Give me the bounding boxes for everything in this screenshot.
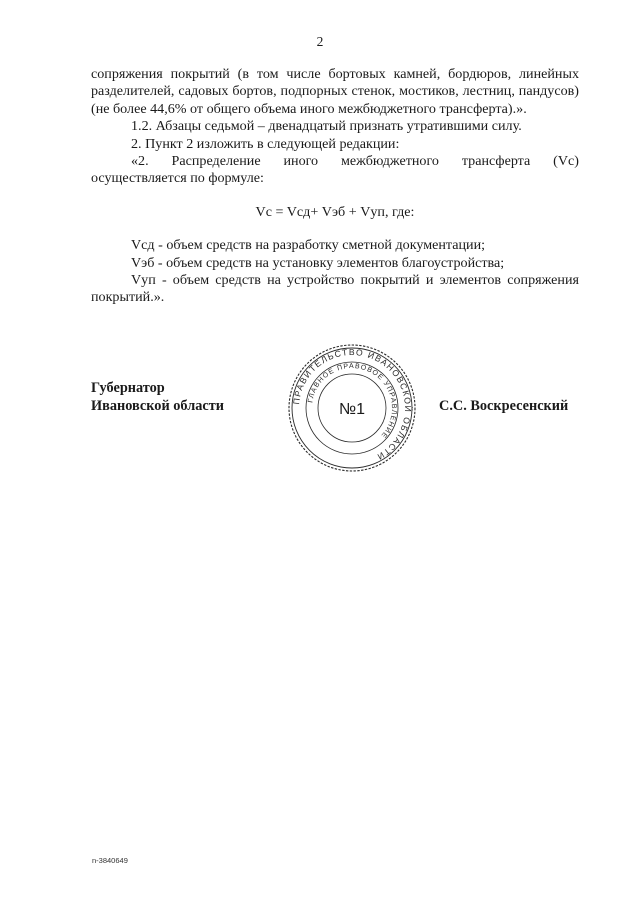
paragraph-item-1-2: 1.2. Абзацы седьмой – двенадцатый признать утратившими силу. bbox=[131, 118, 522, 135]
official-seal bbox=[285, 342, 419, 474]
definition-vup: Vуп - объем средств на устройство покрытий и элементов сопряжения покрытий.». bbox=[91, 272, 579, 306]
definition-veb: Vэб - объем средств на установку элементов благоустройства; bbox=[131, 254, 505, 271]
paragraph-continuation: сопряжения покрытий (в том числе бортовых камней, бордюров, линейных разделителей, садовых бортов, подпорных стенок, мостиков, лестниц, пандусов) (не более 44,6% от общего объема иного межбюджетного трансферта).». bbox=[91, 66, 579, 117]
document-code: n-3840649 bbox=[92, 856, 128, 865]
paragraph-item-2: 2. Пункт 2 изложить в следующей редакции: bbox=[131, 135, 400, 152]
seal-inner-text: ГЛАВНОЕ ПРАВОВОЕ УПРАВЛЕНИЕ bbox=[307, 362, 398, 440]
page-number: 2 bbox=[316, 34, 324, 49]
paragraph-quote: «2. Распределение иного межбюджетного трансферта (Vc) осуществляется по формуле: bbox=[91, 153, 579, 187]
definition-vsd: Vсд - объем средств на разработку сметной документации; bbox=[131, 237, 486, 254]
signatory-title-line2: Ивановской области bbox=[91, 397, 224, 414]
seal-number: №1 bbox=[338, 401, 366, 418]
seal-image bbox=[285, 342, 419, 474]
signatory-title-line1: Губернатор bbox=[91, 380, 165, 396]
seal-outer-text: ПРАВИТЕЛЬСТВО ИВАНОВСКОЙ ОБЛАСТИ bbox=[291, 346, 414, 463]
formula: Vc = Vсд+ Vэб + Vуп, где: bbox=[255, 203, 415, 220]
signatory-name: С.С. Воскресенский bbox=[439, 398, 569, 414]
document-body bbox=[91, 66, 579, 307]
signatory-title bbox=[91, 380, 224, 416]
